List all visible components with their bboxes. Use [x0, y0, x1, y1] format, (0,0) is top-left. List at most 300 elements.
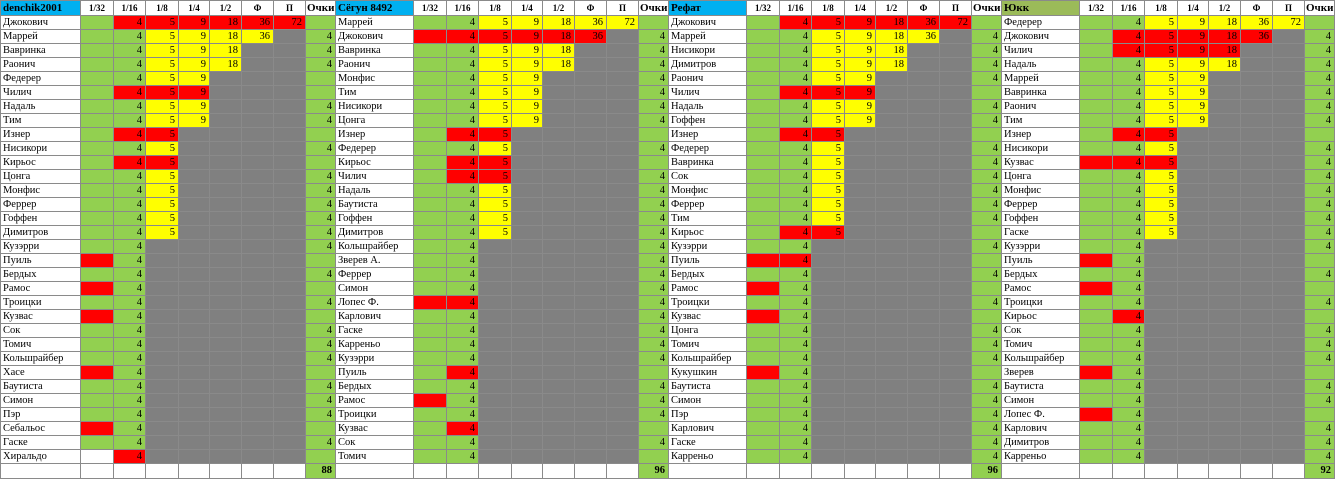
round-cell[interactable]: 4 [114, 16, 146, 30]
round-cell[interactable] [1241, 58, 1273, 72]
round-cell[interactable] [274, 338, 306, 352]
points-cell[interactable]: 4 [972, 100, 1002, 114]
points-cell[interactable]: 4 [1305, 296, 1335, 310]
player-cell[interactable]: Карлович [669, 422, 747, 436]
round-cell[interactable] [81, 324, 114, 338]
round-cell[interactable] [876, 198, 908, 212]
round-cell[interactable] [812, 324, 845, 338]
round-cell[interactable]: 5 [479, 72, 512, 86]
player-cell[interactable]: Томич [1002, 338, 1080, 352]
player-cell[interactable]: Томич [1, 338, 81, 352]
round-cell[interactable]: 5 [479, 156, 512, 170]
round-cell[interactable] [940, 100, 972, 114]
round-cell[interactable] [414, 226, 447, 240]
round-cell[interactable] [1273, 366, 1305, 380]
round-cell[interactable] [940, 142, 972, 156]
round-cell[interactable]: 4 [780, 296, 812, 310]
player-cell[interactable]: Пуиль [669, 254, 747, 268]
blank-cell[interactable] [1113, 464, 1145, 479]
round-cell[interactable] [274, 366, 306, 380]
round-cell[interactable]: 5 [479, 114, 512, 128]
round-cell[interactable]: 4 [780, 380, 812, 394]
round-cell[interactable] [747, 44, 780, 58]
round-cell[interactable] [146, 436, 179, 450]
round-cell[interactable] [1209, 352, 1241, 366]
player-cell[interactable]: Гоффен [1002, 212, 1080, 226]
blank-cell[interactable] [747, 464, 780, 479]
round-cell[interactable] [747, 338, 780, 352]
player-cell[interactable]: Нисикори [669, 44, 747, 58]
round-cell[interactable]: 18 [210, 16, 242, 30]
round-cell[interactable] [81, 310, 114, 324]
round-cell[interactable]: 5 [479, 198, 512, 212]
round-cell[interactable] [543, 282, 575, 296]
round-cell[interactable] [1080, 240, 1113, 254]
round-cell[interactable] [812, 450, 845, 464]
round-cell[interactable] [1209, 170, 1241, 184]
round-cell[interactable] [543, 268, 575, 282]
round-cell[interactable]: 18 [876, 58, 908, 72]
player-cell[interactable]: Хиральдо [1, 450, 81, 464]
round-cell[interactable]: 4 [447, 282, 479, 296]
points-cell[interactable]: 4 [1305, 30, 1335, 44]
player-cell[interactable]: Троицки [669, 296, 747, 310]
blank-cell[interactable] [607, 464, 639, 479]
round-cell[interactable] [543, 100, 575, 114]
round-cell[interactable] [210, 86, 242, 100]
round-cell[interactable] [512, 450, 543, 464]
round-cell[interactable] [274, 58, 306, 72]
round-cell[interactable] [575, 128, 607, 142]
round-cell[interactable] [876, 156, 908, 170]
round-cell[interactable]: 4 [447, 352, 479, 366]
round-cell[interactable]: 4 [780, 310, 812, 324]
round-cell[interactable]: 4 [114, 142, 146, 156]
round-cell[interactable] [81, 366, 114, 380]
player-cell[interactable]: Маррей [336, 16, 414, 30]
round-cell[interactable] [1241, 450, 1273, 464]
round-cell[interactable] [210, 198, 242, 212]
round-cell[interactable]: 9 [1178, 58, 1209, 72]
round-cell[interactable]: 5 [812, 170, 845, 184]
round-cell[interactable] [210, 450, 242, 464]
round-cell[interactable]: 72 [1273, 16, 1305, 30]
round-cell[interactable] [876, 324, 908, 338]
round-cell[interactable]: 5 [146, 128, 179, 142]
round-cell[interactable]: 5 [479, 16, 512, 30]
round-cell[interactable] [210, 282, 242, 296]
round-cell[interactable] [242, 282, 274, 296]
points-cell[interactable]: 4 [1305, 422, 1335, 436]
round-cell[interactable] [1080, 16, 1113, 30]
round-cell[interactable] [845, 436, 876, 450]
round-cell[interactable]: 5 [1145, 156, 1178, 170]
round-cell[interactable] [1178, 408, 1209, 422]
round-cell[interactable] [908, 184, 940, 198]
round-cell[interactable]: 4 [114, 282, 146, 296]
round-cell[interactable] [908, 408, 940, 422]
round-cell[interactable]: 4 [1113, 254, 1145, 268]
round-cell[interactable] [543, 310, 575, 324]
round-cell[interactable]: 4 [1113, 156, 1145, 170]
round-cell[interactable]: 4 [447, 142, 479, 156]
round-cell[interactable] [210, 156, 242, 170]
player-cell[interactable]: Карреньо [669, 450, 747, 464]
round-cell[interactable] [210, 408, 242, 422]
round-cell[interactable] [1080, 212, 1113, 226]
round-cell[interactable]: 4 [1113, 114, 1145, 128]
points-cell[interactable] [972, 254, 1002, 268]
round-cell[interactable] [1080, 450, 1113, 464]
total-points-cell[interactable]: 96 [639, 464, 669, 479]
player-cell[interactable]: Лопес Ф. [336, 296, 414, 310]
round-cell[interactable]: 5 [146, 16, 179, 30]
player-cell[interactable]: Бердых [669, 268, 747, 282]
round-cell[interactable] [1241, 72, 1273, 86]
round-cell[interactable] [1209, 422, 1241, 436]
round-cell[interactable] [242, 408, 274, 422]
round-cell[interactable]: 4 [447, 128, 479, 142]
round-cell[interactable]: 4 [1113, 282, 1145, 296]
round-cell[interactable]: 18 [1209, 30, 1241, 44]
points-cell[interactable] [306, 72, 336, 86]
round-cell[interactable] [512, 240, 543, 254]
round-cell[interactable]: 4 [1113, 44, 1145, 58]
round-cell[interactable] [1080, 282, 1113, 296]
round-cell[interactable] [242, 156, 274, 170]
round-cell[interactable] [512, 338, 543, 352]
round-cell[interactable] [1178, 170, 1209, 184]
round-cell[interactable] [876, 450, 908, 464]
round-cell[interactable] [940, 310, 972, 324]
round-cell[interactable] [876, 240, 908, 254]
player-cell[interactable]: Томич [336, 450, 414, 464]
round-cell[interactable] [414, 86, 447, 100]
player-cell[interactable]: Кирьос [1002, 310, 1080, 324]
round-cell[interactable] [1178, 380, 1209, 394]
round-header[interactable]: 1/2 [876, 1, 908, 16]
round-cell[interactable]: 4 [447, 450, 479, 464]
round-cell[interactable]: 9 [845, 72, 876, 86]
round-cell[interactable]: 4 [447, 324, 479, 338]
player-cell[interactable]: Зверев [1002, 366, 1080, 380]
round-cell[interactable] [908, 394, 940, 408]
round-cell[interactable]: 4 [1113, 16, 1145, 30]
round-cell[interactable] [747, 16, 780, 30]
round-cell[interactable] [1178, 324, 1209, 338]
round-cell[interactable] [1241, 100, 1273, 114]
round-cell[interactable] [146, 296, 179, 310]
round-cell[interactable] [414, 198, 447, 212]
round-cell[interactable] [1241, 86, 1273, 100]
round-cell[interactable] [908, 114, 940, 128]
round-cell[interactable] [1241, 198, 1273, 212]
points-cell[interactable]: 4 [1305, 114, 1335, 128]
round-cell[interactable]: 18 [543, 58, 575, 72]
round-cell[interactable]: 4 [114, 268, 146, 282]
player-cell[interactable]: Кукушкин [669, 366, 747, 380]
round-cell[interactable] [747, 282, 780, 296]
player-cell[interactable]: Кузэрри [1, 240, 81, 254]
round-cell[interactable] [1273, 58, 1305, 72]
round-cell[interactable] [607, 44, 639, 58]
round-cell[interactable]: 4 [780, 44, 812, 58]
player-cell[interactable]: Цонга [1, 170, 81, 184]
round-cell[interactable]: 18 [1209, 44, 1241, 58]
round-cell[interactable] [512, 394, 543, 408]
round-cell[interactable] [1209, 114, 1241, 128]
round-cell[interactable] [908, 310, 940, 324]
round-cell[interactable] [81, 58, 114, 72]
round-cell[interactable] [274, 240, 306, 254]
round-cell[interactable] [1209, 198, 1241, 212]
points-cell[interactable]: 4 [639, 86, 669, 100]
round-cell[interactable]: 4 [114, 366, 146, 380]
round-cell[interactable]: 18 [1209, 16, 1241, 30]
round-cell[interactable] [414, 170, 447, 184]
round-cell[interactable] [242, 44, 274, 58]
round-cell[interactable] [940, 268, 972, 282]
round-cell[interactable]: 4 [780, 30, 812, 44]
round-cell[interactable] [274, 282, 306, 296]
player-cell[interactable]: Тим [336, 86, 414, 100]
blank-cell[interactable] [210, 464, 242, 479]
round-cell[interactable] [210, 170, 242, 184]
round-cell[interactable] [908, 170, 940, 184]
points-cell[interactable]: 4 [639, 352, 669, 366]
points-cell[interactable]: 4 [972, 170, 1002, 184]
round-cell[interactable] [81, 30, 114, 44]
round-cell[interactable] [543, 380, 575, 394]
points-cell[interactable]: 4 [1305, 436, 1335, 450]
round-cell[interactable]: 5 [812, 142, 845, 156]
round-cell[interactable] [1241, 44, 1273, 58]
round-cell[interactable]: 5 [146, 226, 179, 240]
round-cell[interactable] [1241, 352, 1273, 366]
points-cell[interactable]: 4 [639, 394, 669, 408]
round-cell[interactable] [1145, 282, 1178, 296]
round-cell[interactable] [1178, 212, 1209, 226]
round-cell[interactable] [146, 450, 179, 464]
round-cell[interactable] [845, 422, 876, 436]
player-name-header[interactable]: Юкк [1002, 1, 1080, 16]
round-cell[interactable] [210, 436, 242, 450]
player-name-header[interactable]: Сёгун 8492 [336, 1, 414, 16]
round-cell[interactable] [543, 352, 575, 366]
points-cell[interactable]: 4 [306, 44, 336, 58]
round-cell[interactable] [575, 44, 607, 58]
round-cell[interactable] [179, 142, 210, 156]
round-header[interactable]: Ф [575, 1, 607, 16]
round-cell[interactable] [876, 436, 908, 450]
round-cell[interactable] [876, 100, 908, 114]
round-cell[interactable] [940, 198, 972, 212]
round-cell[interactable] [179, 324, 210, 338]
round-cell[interactable] [274, 408, 306, 422]
round-cell[interactable] [479, 268, 512, 282]
round-cell[interactable] [1241, 156, 1273, 170]
round-cell[interactable]: 4 [780, 142, 812, 156]
points-cell[interactable]: 4 [972, 184, 1002, 198]
round-cell[interactable]: 4 [1113, 380, 1145, 394]
round-cell[interactable] [1145, 436, 1178, 450]
player-cell[interactable]: Баутиста [1002, 380, 1080, 394]
round-cell[interactable]: 5 [812, 30, 845, 44]
round-cell[interactable]: 4 [780, 170, 812, 184]
round-cell[interactable] [575, 114, 607, 128]
round-cell[interactable] [908, 352, 940, 366]
round-cell[interactable] [940, 324, 972, 338]
round-cell[interactable] [575, 380, 607, 394]
round-cell[interactable] [845, 366, 876, 380]
round-cell[interactable] [414, 100, 447, 114]
player-cell[interactable]: Федерер [1002, 16, 1080, 30]
round-cell[interactable]: 4 [447, 100, 479, 114]
round-cell[interactable] [747, 254, 780, 268]
round-cell[interactable] [908, 156, 940, 170]
round-cell[interactable] [747, 268, 780, 282]
round-cell[interactable] [845, 310, 876, 324]
round-cell[interactable]: 5 [1145, 198, 1178, 212]
round-cell[interactable] [414, 240, 447, 254]
round-cell[interactable] [940, 282, 972, 296]
points-cell[interactable]: 4 [306, 296, 336, 310]
round-cell[interactable] [747, 296, 780, 310]
round-cell[interactable] [414, 184, 447, 198]
round-cell[interactable] [81, 44, 114, 58]
round-cell[interactable] [1241, 324, 1273, 338]
player-cell[interactable]: Гаске [336, 324, 414, 338]
round-cell[interactable]: 4 [780, 436, 812, 450]
round-cell[interactable] [1273, 436, 1305, 450]
round-cell[interactable]: 9 [845, 86, 876, 100]
round-cell[interactable] [876, 170, 908, 184]
points-cell[interactable] [1305, 366, 1335, 380]
round-cell[interactable]: 4 [447, 72, 479, 86]
round-cell[interactable]: 5 [146, 156, 179, 170]
round-cell[interactable]: 9 [512, 114, 543, 128]
round-cell[interactable] [845, 184, 876, 198]
round-cell[interactable]: 4 [780, 58, 812, 72]
round-cell[interactable] [845, 142, 876, 156]
round-cell[interactable] [607, 30, 639, 44]
round-cell[interactable] [876, 142, 908, 156]
round-cell[interactable] [940, 436, 972, 450]
round-cell[interactable]: 4 [114, 30, 146, 44]
round-cell[interactable] [146, 408, 179, 422]
round-cell[interactable] [146, 240, 179, 254]
points-cell[interactable]: 4 [1305, 198, 1335, 212]
round-cell[interactable] [747, 352, 780, 366]
points-cell[interactable] [639, 450, 669, 464]
points-cell[interactable]: 4 [1305, 58, 1335, 72]
round-cell[interactable] [210, 324, 242, 338]
round-cell[interactable]: 4 [447, 184, 479, 198]
round-cell[interactable]: 36 [1241, 30, 1273, 44]
points-cell[interactable]: 4 [1305, 338, 1335, 352]
round-cell[interactable]: 5 [146, 198, 179, 212]
round-header[interactable]: Ф [1241, 1, 1273, 16]
blank-cell[interactable] [447, 464, 479, 479]
round-cell[interactable]: 4 [1113, 324, 1145, 338]
round-cell[interactable] [607, 310, 639, 324]
round-cell[interactable] [1080, 408, 1113, 422]
round-cell[interactable] [1145, 240, 1178, 254]
round-cell[interactable]: 4 [1113, 86, 1145, 100]
round-cell[interactable] [1080, 184, 1113, 198]
round-cell[interactable] [274, 268, 306, 282]
round-cell[interactable] [81, 422, 114, 436]
round-cell[interactable] [845, 212, 876, 226]
round-cell[interactable] [607, 408, 639, 422]
player-cell[interactable]: Баутиста [669, 380, 747, 394]
round-cell[interactable]: 4 [447, 338, 479, 352]
round-cell[interactable]: 4 [114, 44, 146, 58]
round-cell[interactable] [747, 100, 780, 114]
round-cell[interactable] [1080, 296, 1113, 310]
round-cell[interactable] [274, 44, 306, 58]
round-cell[interactable] [607, 282, 639, 296]
round-cell[interactable] [543, 114, 575, 128]
round-cell[interactable] [845, 198, 876, 212]
round-cell[interactable] [575, 58, 607, 72]
round-cell[interactable] [179, 212, 210, 226]
round-cell[interactable]: 5 [146, 114, 179, 128]
player-cell[interactable]: Монфис [1002, 184, 1080, 198]
round-cell[interactable] [1273, 254, 1305, 268]
round-cell[interactable]: 4 [780, 16, 812, 30]
blank-cell[interactable] [575, 464, 607, 479]
round-cell[interactable] [179, 128, 210, 142]
round-cell[interactable] [845, 324, 876, 338]
round-cell[interactable] [607, 198, 639, 212]
round-cell[interactable] [179, 380, 210, 394]
round-cell[interactable] [908, 240, 940, 254]
round-cell[interactable] [414, 44, 447, 58]
round-cell[interactable] [607, 380, 639, 394]
round-cell[interactable]: 18 [210, 44, 242, 58]
round-cell[interactable]: 9 [179, 72, 210, 86]
round-cell[interactable] [940, 422, 972, 436]
round-cell[interactable] [575, 324, 607, 338]
round-cell[interactable] [179, 408, 210, 422]
player-cell[interactable]: Феррер [1, 198, 81, 212]
round-cell[interactable] [274, 156, 306, 170]
round-cell[interactable]: 9 [1178, 30, 1209, 44]
round-cell[interactable]: 4 [114, 58, 146, 72]
round-cell[interactable] [242, 240, 274, 254]
round-cell[interactable]: 4 [780, 282, 812, 296]
points-cell[interactable]: 4 [1305, 156, 1335, 170]
round-cell[interactable]: 5 [1145, 86, 1178, 100]
round-cell[interactable] [575, 254, 607, 268]
blank-cell[interactable] [1178, 464, 1209, 479]
round-cell[interactable] [747, 72, 780, 86]
round-cell[interactable]: 36 [575, 30, 607, 44]
points-cell[interactable]: 4 [306, 394, 336, 408]
round-cell[interactable]: 4 [447, 170, 479, 184]
blank-cell[interactable] [179, 464, 210, 479]
player-cell[interactable]: Монфис [669, 184, 747, 198]
player-cell[interactable]: Пэр [669, 408, 747, 422]
points-cell[interactable]: 4 [1305, 170, 1335, 184]
round-cell[interactable] [747, 310, 780, 324]
round-cell[interactable] [81, 226, 114, 240]
round-cell[interactable]: 4 [447, 16, 479, 30]
round-cell[interactable] [512, 184, 543, 198]
round-cell[interactable]: 4 [1113, 436, 1145, 450]
round-cell[interactable] [607, 156, 639, 170]
